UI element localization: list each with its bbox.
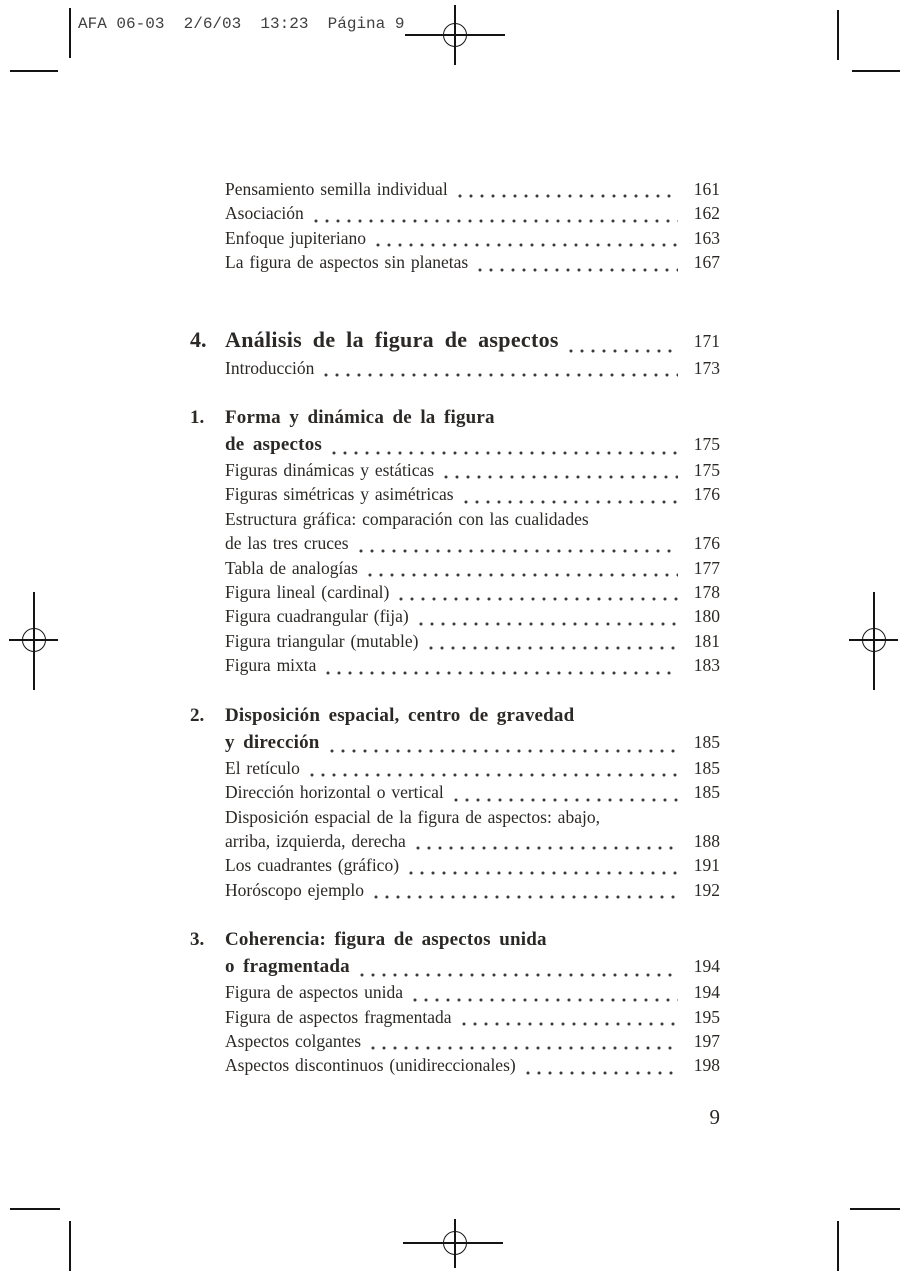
dot-leader	[415, 845, 678, 851]
dot-leader	[525, 1070, 678, 1076]
toc-entry-row	[225, 878, 720, 902]
entry-label: Figuras dinámicas y estáticas	[225, 460, 435, 481]
dot-leader	[359, 972, 678, 978]
toc-heading-row	[190, 703, 720, 729]
dot-leader	[398, 596, 678, 602]
crop-mark-bottom-right-horizontal-icon	[850, 1208, 900, 1210]
toc-entry-row	[225, 805, 720, 829]
dot-leader	[463, 499, 678, 505]
dot-leader	[443, 474, 678, 480]
dot-leader	[412, 997, 678, 1003]
crop-mark-bottom-right-vertical-icon	[837, 1221, 839, 1271]
dot-leader	[457, 193, 678, 199]
page-ref: 191	[693, 855, 720, 876]
crop-mark-top-left-vertical-icon	[69, 8, 71, 58]
entry-label: Figura lineal (cardinal)	[225, 582, 390, 603]
entry-label: Figura cuadrangular (fija)	[225, 606, 409, 627]
page-ref: 180	[693, 606, 720, 627]
page-ref: 175	[693, 434, 720, 455]
crop-mark-bottom-left-vertical-icon	[69, 1221, 71, 1271]
heading-number: 3.	[190, 929, 205, 951]
page-ref: 167	[693, 252, 720, 273]
entry-label: Tabla de analogías	[225, 557, 358, 578]
heading-title: Forma y dinámica de la figura	[225, 407, 495, 429]
dot-leader	[568, 348, 678, 354]
page-ref: 163	[693, 227, 720, 248]
toc-entry-row	[225, 226, 720, 250]
dot-leader	[373, 894, 678, 900]
entry-label: Figura de aspectos fragmentada	[225, 1006, 452, 1027]
heading-number: 2.	[190, 704, 205, 726]
entry-label: Figura mixta	[225, 655, 317, 676]
toc-block-continued-entries	[190, 177, 720, 275]
page-ref: 178	[693, 582, 720, 603]
dot-leader	[367, 572, 678, 578]
printers-slug-line: AFA 06-03 2/6/03 13:23 Página 9	[78, 15, 405, 33]
page-ref: 183	[693, 655, 720, 676]
heading-title: Disposición espacial, centro de gravedad	[225, 704, 575, 726]
toc-entry-row	[225, 1029, 720, 1053]
page-ref: 173	[693, 357, 720, 378]
toc-entry-row	[225, 556, 720, 580]
page-ref: 194	[693, 982, 720, 1003]
dot-leader	[329, 748, 678, 754]
toc-entry-row	[225, 356, 720, 380]
entry-label: Asociación	[225, 203, 304, 224]
dot-leader	[370, 1045, 678, 1051]
dot-leader	[309, 772, 678, 778]
heading-number: 4.	[190, 326, 207, 352]
entry-label: Pensamiento semilla individual	[225, 179, 448, 199]
page-ref: 188	[693, 830, 720, 851]
entry-label: Disposición espacial de la figura de aspectos: abajo,	[225, 806, 600, 827]
heading-title: Coherencia: figura de aspectos unida	[225, 929, 547, 951]
heading-title: de aspectos	[225, 434, 322, 456]
toc-entry-row	[225, 250, 720, 274]
page-ref: 185	[693, 731, 720, 752]
dot-leader	[313, 218, 678, 224]
entry-label: Los cuadrantes (gráfico)	[225, 855, 400, 876]
toc-entry-row	[225, 853, 720, 877]
dot-leader	[325, 670, 678, 676]
toc-heading-row	[225, 729, 720, 756]
crop-mark-top-right-horizontal-icon	[852, 70, 900, 72]
toc-entry-row	[225, 531, 720, 555]
toc-block-section-1	[190, 405, 720, 678]
entry-label: arriba, izquierda, derecha	[225, 830, 406, 851]
page-ref: 198	[693, 1055, 720, 1076]
dot-leader	[408, 870, 678, 876]
page-ref: 161	[693, 179, 720, 199]
toc-heading-row	[190, 405, 720, 431]
toc-entry-row	[225, 980, 720, 1004]
page-ref: 175	[693, 460, 720, 481]
toc-entry-row	[225, 482, 720, 506]
dot-leader	[331, 450, 678, 456]
heading-title: y dirección	[225, 731, 320, 753]
entry-label: Introducción	[225, 357, 315, 378]
toc-entry-row	[225, 580, 720, 604]
crop-mark-top-right-vertical-icon	[837, 10, 839, 60]
toc-block-section-3	[190, 927, 720, 1078]
heading-title: Análisis de la figura de aspectos	[225, 326, 559, 352]
dot-leader	[428, 645, 679, 651]
toc-entry-row	[225, 629, 720, 653]
toc-entry-row	[225, 507, 720, 531]
toc-entry-row	[225, 1005, 720, 1029]
heading-title: o fragmentada	[225, 956, 350, 978]
entry-label: Aspectos discontinuos (unidireccionales)	[225, 1055, 516, 1076]
toc-heading-row	[190, 927, 720, 953]
entry-label: Dirección horizontal o vertical	[225, 782, 444, 803]
dot-leader	[477, 267, 678, 273]
entry-label: Enfoque jupiteriano	[225, 227, 366, 248]
toc-entry-row	[225, 756, 720, 780]
toc-entry-row	[225, 458, 720, 482]
toc-entry-row	[225, 201, 720, 225]
crop-mark-bottom-left-horizontal-icon	[10, 1208, 60, 1210]
page-ref: 162	[693, 203, 720, 224]
entry-label: de las tres cruces	[225, 533, 349, 554]
toc-entry-row	[225, 177, 720, 201]
dot-leader	[375, 242, 678, 248]
page-ref: 181	[693, 630, 720, 651]
entry-label: La figura de aspectos sin planetas	[225, 252, 469, 273]
toc-heading-row	[225, 953, 720, 980]
toc-entry-row	[225, 604, 720, 628]
page-ref: 176	[693, 533, 720, 554]
page-ref: 192	[693, 879, 720, 900]
dot-leader	[453, 797, 678, 803]
toc-heading-row	[225, 431, 720, 458]
entry-label: Estructura gráfica: comparación con las cualidades	[225, 508, 589, 529]
page-ref: 171	[693, 330, 720, 351]
dot-leader	[418, 621, 678, 627]
dot-leader	[358, 548, 678, 554]
toc-heading-row	[190, 325, 720, 356]
dot-leader	[323, 372, 678, 378]
toc-entry-row	[225, 780, 720, 804]
folio-page-number: 9	[709, 1105, 720, 1129]
entry-label: Aspectos colgantes	[225, 1030, 362, 1051]
heading-number: 1.	[190, 407, 205, 429]
toc-block-chapter-4	[190, 325, 720, 380]
toc-entry-row	[225, 829, 720, 853]
page-ref: 176	[693, 484, 720, 505]
page-ref: 194	[693, 956, 720, 977]
page-ref: 195	[693, 1006, 720, 1027]
toc-entry-row	[225, 1053, 720, 1077]
table-of-contents	[190, 177, 720, 1078]
dot-leader	[461, 1021, 678, 1027]
crop-mark-top-left-horizontal-icon	[10, 70, 58, 72]
page-ref: 185	[693, 757, 720, 778]
entry-label: El retículo	[225, 757, 300, 778]
entry-label: Figura de aspectos unida	[225, 982, 403, 1003]
entry-label: Figuras simétricas y asimétricas	[225, 484, 454, 505]
entry-label: Horóscopo ejemplo	[225, 879, 365, 900]
page-ref: 177	[693, 557, 720, 578]
page-ref: 185	[693, 782, 720, 803]
page-ref: 197	[693, 1030, 720, 1051]
toc-block-section-2	[190, 703, 720, 902]
entry-label: Figura triangular (mutable)	[225, 630, 419, 651]
toc-entry-row	[225, 653, 720, 677]
